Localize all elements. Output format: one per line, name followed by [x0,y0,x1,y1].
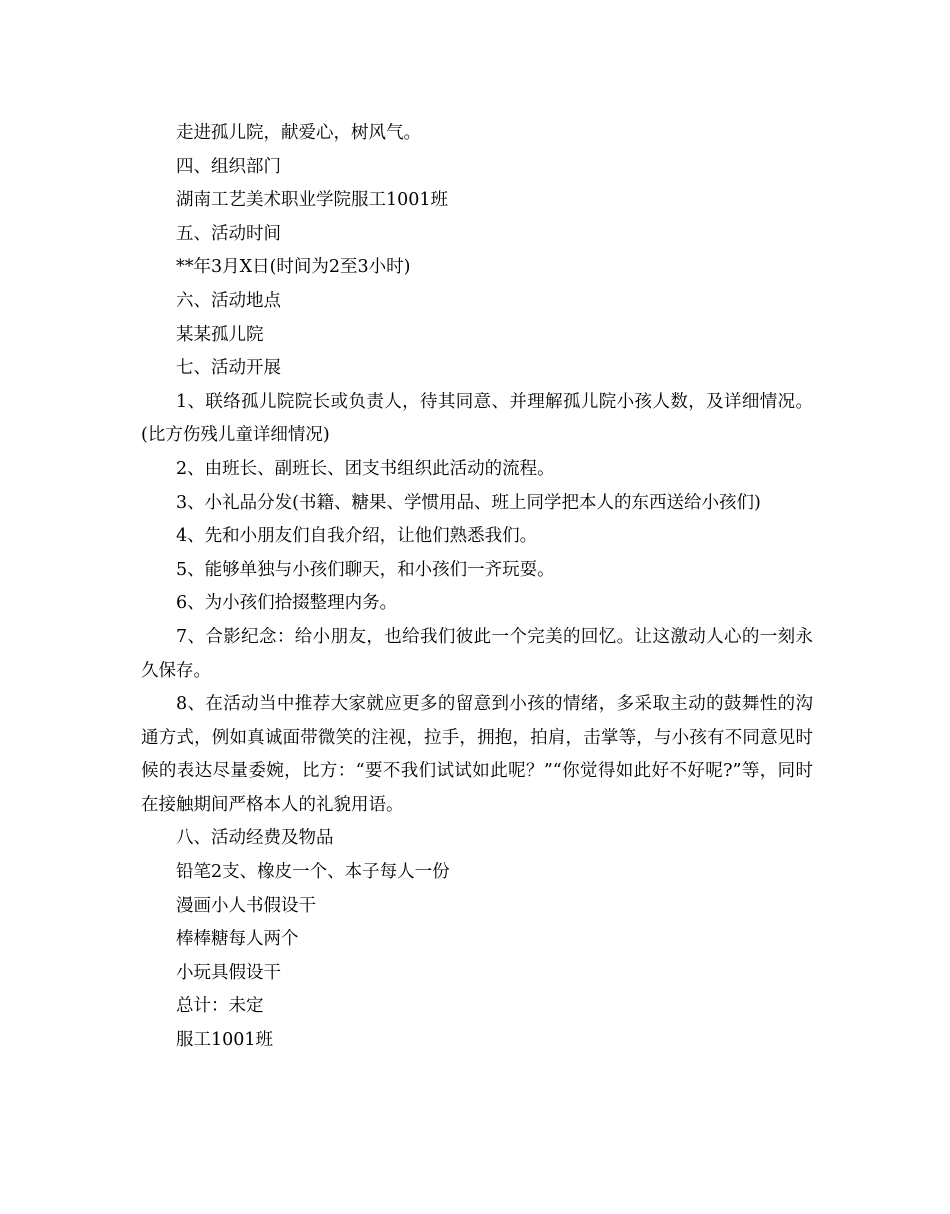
budget-item: 小玩具假设干 [176,962,281,983]
budget-total: 总计：未定 [176,996,264,1017]
heading-time: 五、活动时间 [176,223,281,244]
list-item: 7、合影纪念：给小朋友，也给我们彼此一个完美的回忆。让这激动人心的一刻永久保存。 [141,626,813,681]
list-item: 8、在活动当中推荐大家就应更多的留意到小孩的情绪，多采取主动的鼓舞性的沟通方式，例如真诚面带微笑的注视，拉手，拥抱，拍肩，击掌等，与小孩有不同意见时候的表达尽量委婉，比方：“要不我们试试如此呢？”“你觉得如此好不好呢?”等，同时在接触期间严格本人的礼貌用语。 [141,694,813,815]
budget-item: 棒棒糖每人两个 [176,929,299,950]
signature-class: 服工1001班 [176,1030,274,1051]
heading-location: 六、活动地点 [176,290,281,311]
list-item: 4、先和小朋友们自我介绍，让他们熟悉我们。 [176,526,538,547]
paragraph-location: 某某孤儿院 [176,324,264,345]
list-item: 5、能够单独与小孩们聊天，和小孩们一齐玩耍。 [176,559,555,580]
list-item: 1、联络孤儿院院长或负责人，待其同意、并理解孤儿院小孩人数，及详细情况。(比方伤残儿童详细情况) [141,391,813,446]
paragraph-time: **年3月X日(时间为2至3小时) [176,257,411,278]
paragraph-organizer: 湖南工艺美术职业学院服工1001班 [176,190,449,211]
budget-item: 漫画小人书假设干 [176,895,316,916]
list-item: 6、为小孩们拾掇整理内务。 [176,593,398,614]
heading-activities: 七、活动开展 [176,358,281,379]
heading-organizer: 四、组织部门 [176,156,281,177]
paragraph-intro: 走进孤儿院，献爱心，树风气。 [176,123,421,143]
list-item: 3、小礼品分发(书籍、糖果、学惯用品、班上同学把本人的东西送给小孩们) [176,492,761,513]
budget-item: 铅笔2支、橡皮一个、本子每人一份 [176,862,450,883]
heading-budget: 八、活动经费及物品 [176,828,334,849]
document-body [141,117,813,1058]
list-item: 2、由班长、副班长、团支书组织此活动的流程。 [176,458,555,479]
